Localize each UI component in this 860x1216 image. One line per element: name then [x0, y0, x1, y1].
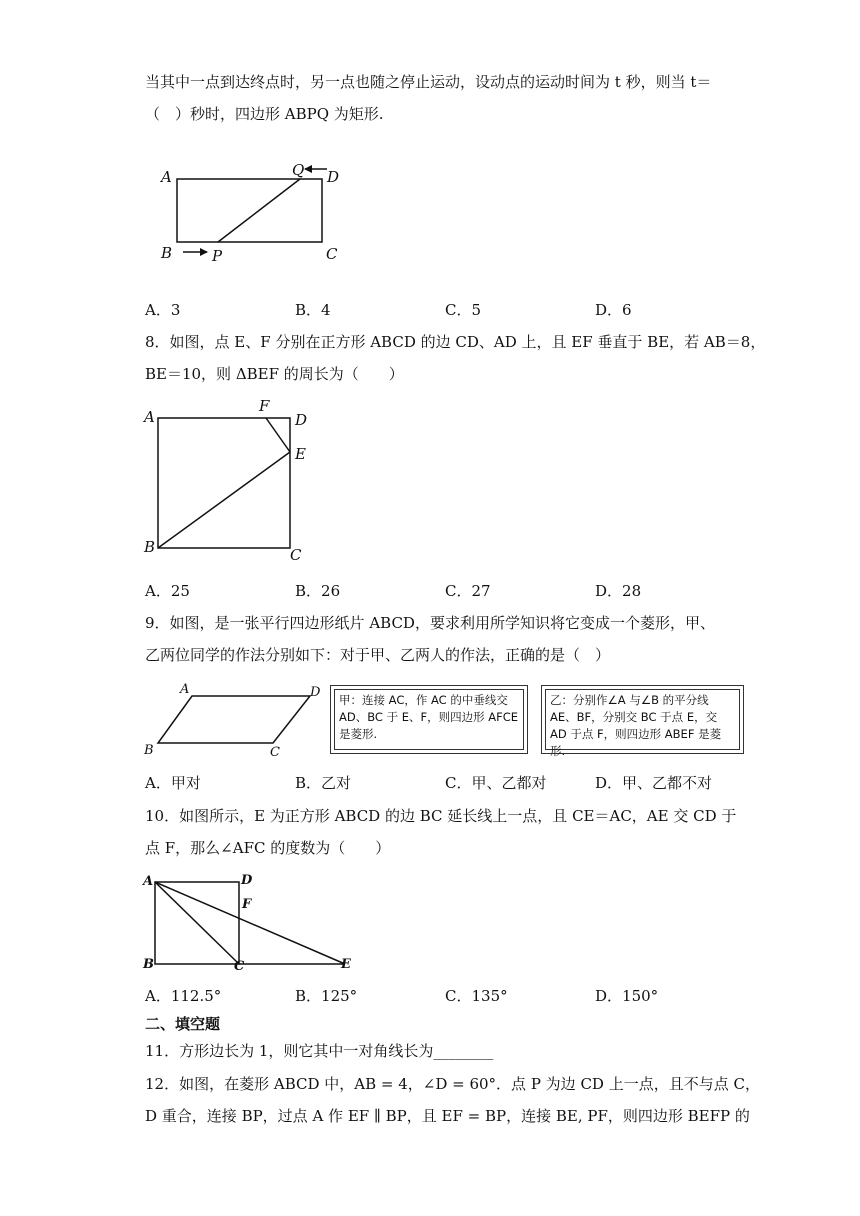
q9-jia-method: 甲：连接 AC，作 AC 的中垂线交 AD、BC 于 E、F，则四边形 AFCE 是菱形.	[334, 689, 524, 750]
q8-label-A: A	[144, 408, 155, 426]
q8-label-C: C	[290, 546, 302, 564]
q8-option-a[interactable]: A．25	[145, 582, 190, 600]
q8-label-B: B	[144, 538, 156, 556]
q12-text-line1: 12．如图，在菱形 ABCD 中，AB = 4，∠D = 60°．点 P 为边 CD 上一点，且不与点 C，	[145, 1075, 760, 1093]
q9-option-c[interactable]: C．甲、乙都对	[445, 774, 547, 792]
q9-label-D: D	[310, 685, 321, 700]
q10-option-b[interactable]: B．125°	[295, 987, 358, 1005]
q7-label-D: D	[327, 168, 340, 186]
q9-option-d[interactable]: D．甲、乙都不对	[595, 774, 713, 792]
q7-option-d[interactable]: D．6	[595, 301, 632, 319]
q8-text-line2: BE＝10，则 ΔBEF 的周长为（ ）	[145, 365, 404, 383]
q9-options	[145, 772, 745, 792]
q8-text-line1: 8．如图，点 E、F 分别在正方形 ABCD 的边 CD、AD 上，且 EF 垂直于 BE，若 AB＝8，	[145, 333, 766, 351]
q7-option-b[interactable]: B．4	[295, 301, 331, 319]
q7-label-C: C	[326, 245, 338, 263]
section-heading-fill-in: 二、填空题	[145, 1015, 221, 1033]
q8-option-d[interactable]: D．28	[595, 582, 642, 600]
q10-options	[145, 985, 745, 1005]
q7-label-P: P	[212, 247, 223, 265]
q7-text-line1: 当其中一点到达终点时，另一点也随之停止运动，设动点的运动时间为 t 秒，则当 t＝	[145, 73, 712, 91]
q8-figure	[140, 395, 320, 565]
q7-option-a[interactable]: A．3	[145, 301, 181, 319]
q10-option-c[interactable]: C．135°	[445, 987, 508, 1005]
q10-option-d[interactable]: D．150°	[595, 987, 659, 1005]
q10-label-D: D	[241, 873, 253, 888]
q9-jia-method-box	[330, 685, 528, 754]
q8-option-c[interactable]: C．27	[445, 582, 491, 600]
q8-label-F: F	[259, 397, 270, 415]
q10-label-B: B	[143, 957, 154, 972]
q8-label-E: E	[295, 445, 306, 463]
q10-text-line1: 10．如图所示，E 为正方形 ABCD 的边 BC 延长线上一点，且 CE＝AC，AE 交 CD 于	[145, 807, 737, 825]
q8-option-b[interactable]: B．26	[295, 582, 341, 600]
q9-figure	[140, 680, 330, 760]
q8-label-D: D	[295, 411, 308, 429]
q9-label-B: B	[144, 743, 154, 758]
q9-label-A: A	[180, 682, 190, 697]
q7-label-A: A	[161, 168, 172, 186]
q8-options	[145, 580, 745, 600]
q10-label-C: C	[234, 959, 245, 974]
q10-label-E: E	[341, 957, 351, 972]
q10-label-F: F	[242, 897, 252, 912]
q11-text: 11．方形边长为 1，则它其中一对角线长为________	[145, 1042, 494, 1060]
q9-option-b[interactable]: B．乙对	[295, 774, 352, 792]
q10-option-a[interactable]: A．112.5°	[145, 987, 222, 1005]
q7-figure	[150, 155, 360, 270]
q12-text-line2: D 重合，连接 BP，过点 A 作 EF ∥ BP，且 EF = BP，连接 BE, PF，则四边形 BEFP 的	[145, 1107, 750, 1125]
q10-figure	[140, 870, 360, 975]
q10-text-line2: 点 F，那么∠AFC 的度数为（ ）	[145, 839, 391, 857]
q9-yi-method: 乙：分别作∠A 与∠B 的平分线 AE、BF，分别交 BC 于点 E，交 AD 于点 F，则四边形 ABEF 是菱形.	[545, 689, 740, 750]
q9-label-C: C	[270, 745, 280, 760]
q10-label-A: A	[143, 874, 154, 889]
q9-text-line2: 乙两位同学的作法分别如下：对于甲、乙两人的作法，正确的是（ ）	[145, 646, 611, 664]
q9-text-line1: 9．如图，是一张平行四边形纸片 ABCD，要求利用所学知识将它变成一个菱形，甲、	[145, 614, 715, 632]
q7-label-B: B	[161, 244, 173, 262]
q9-option-a[interactable]: A．甲对	[145, 774, 201, 792]
q7-label-Q: Q	[292, 161, 305, 179]
q7-option-c[interactable]: C．5	[445, 301, 482, 319]
q7-text-line2: （ ）秒时，四边形 ABPQ 为矩形.	[145, 105, 384, 123]
q7-options	[145, 299, 745, 319]
q9-yi-method-box	[541, 685, 744, 758]
